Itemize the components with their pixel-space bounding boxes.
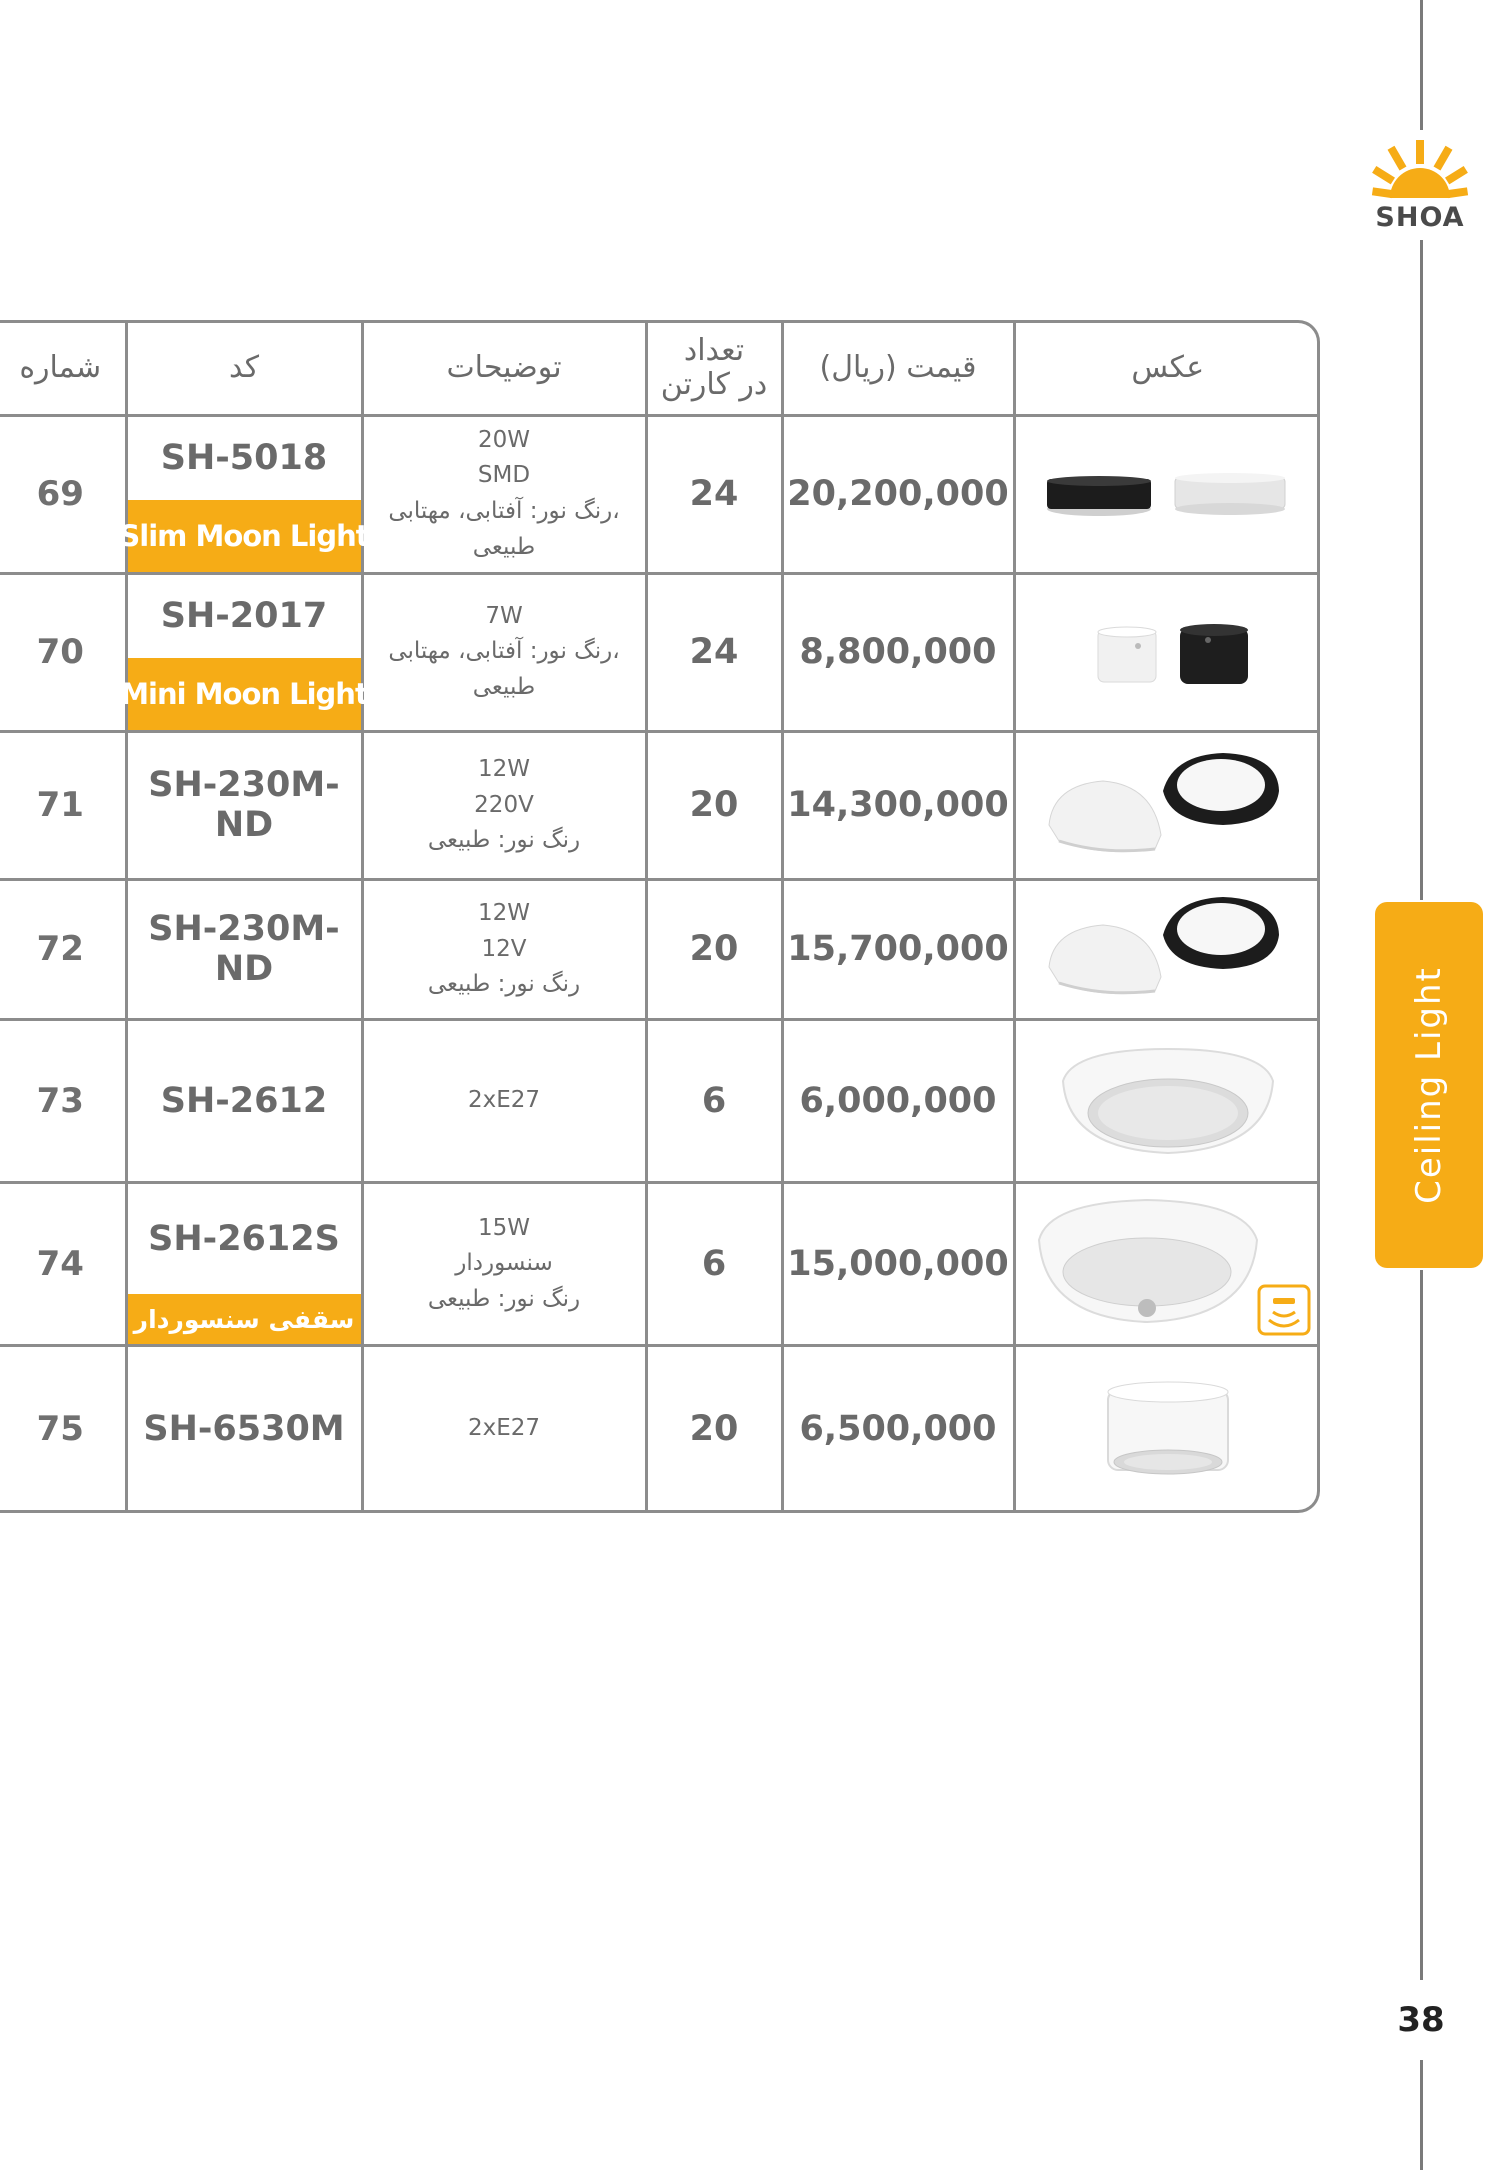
desc-line: 15W — [477, 1214, 530, 1241]
round-sensor-ceiling-lamp-icon — [1023, 1190, 1313, 1338]
table-row — [0, 1020, 1320, 1183]
row-number: 71 — [0, 731, 126, 879]
qty-cell: 24 — [646, 573, 782, 731]
row-number: 74 — [0, 1183, 126, 1346]
price-cell: 6,500,000 — [782, 1346, 1014, 1510]
row-number: 70 — [0, 573, 126, 731]
category-label: Ceiling Light — [1409, 966, 1449, 1204]
row-number: 73 — [0, 1020, 126, 1183]
price-cell: 15,000,000 — [782, 1183, 1014, 1346]
price-cell: 8,800,000 — [782, 573, 1014, 731]
row-number: 75 — [0, 1346, 126, 1510]
oval-bulkhead-pair-icon — [1043, 891, 1293, 1007]
code-cell — [119, 415, 369, 573]
price-cell: 15,700,000 — [782, 879, 1014, 1019]
desc-line: رنگ نور: طبیعی — [427, 1286, 581, 1313]
photo-cell — [1014, 879, 1320, 1019]
product-code: SH-230M-ND — [126, 731, 362, 879]
description-cell — [362, 573, 646, 731]
product-code: SH-6530M — [126, 1346, 362, 1510]
header-code: کد — [126, 323, 362, 415]
qty-cell: 20 — [646, 879, 782, 1019]
photo-cell — [1014, 573, 1320, 731]
photo-cell — [1014, 731, 1320, 879]
table-row — [0, 1183, 1320, 1346]
desc-line: 12W — [477, 755, 530, 782]
header-photo: عکس — [1014, 323, 1320, 415]
qty-cell: 24 — [646, 415, 782, 573]
table-row — [0, 731, 1320, 879]
oval-bulkhead-pair-icon — [1043, 745, 1293, 865]
row-number: 72 — [0, 879, 126, 1019]
code-cell — [126, 1183, 362, 1346]
photo-cell — [1014, 415, 1320, 573]
qty-cell: 20 — [646, 1346, 782, 1510]
price-cell: 6,000,000 — [782, 1020, 1014, 1183]
header-qty — [646, 323, 782, 415]
cylinder-ceiling-lamp-icon — [1098, 1374, 1238, 1484]
description-cell — [362, 415, 646, 573]
round-ceiling-lamp-icon — [1053, 1041, 1283, 1161]
brand-name: SHOA — [1375, 202, 1465, 233]
desc-line: طبیعی — [472, 533, 536, 560]
desc-line: 2xE27 — [467, 1087, 541, 1114]
table-row — [0, 573, 1320, 731]
shoa-logo — [1358, 140, 1482, 236]
desc-line: SMD — [477, 462, 531, 489]
rail-line-bottom — [1420, 2060, 1423, 2170]
price-table — [0, 320, 1320, 1513]
rail-line-lower — [1420, 1270, 1423, 1980]
description-cell — [362, 1183, 646, 1346]
table-row — [0, 1346, 1320, 1510]
description-cell — [362, 1346, 646, 1510]
description-cell — [362, 1020, 646, 1183]
product-code: SH-5018 — [160, 438, 328, 479]
category-tab[interactable] — [1375, 902, 1483, 1268]
description-cell — [362, 879, 646, 1019]
photo-cell — [1014, 1020, 1320, 1183]
table-header-row — [0, 323, 1320, 415]
mini-moon-light-pair-icon — [1068, 612, 1268, 692]
desc-line: 20W — [477, 426, 530, 453]
qty-cell: 6 — [646, 1183, 782, 1346]
header-qty-line1: تعداد — [683, 332, 745, 368]
desc-line: رنگ نور: طبیعی — [427, 827, 581, 854]
price-cell: 20,200,000 — [782, 415, 1014, 573]
desc-line: رنگ نور: آفتابی، مهتابی، — [388, 498, 620, 525]
table-row — [0, 879, 1320, 1019]
desc-line: سنسوردار — [455, 1250, 553, 1277]
sun-rays-icon — [1358, 140, 1482, 202]
header-number: شماره — [0, 323, 126, 415]
slim-moon-light-pair-icon — [1043, 459, 1293, 529]
description-cell — [362, 731, 646, 879]
desc-line: طبیعی — [472, 674, 536, 701]
header-description: توضیحات — [362, 323, 646, 415]
qty-cell: 6 — [646, 1020, 782, 1183]
rail-line-top — [1420, 0, 1423, 130]
page-number: 38 — [1397, 2000, 1445, 2040]
product-code: SH-2017 — [160, 596, 328, 637]
header-price: قیمت (ریال) — [782, 323, 1014, 415]
table-row — [0, 415, 1320, 573]
product-code: SH-230M-ND — [126, 879, 362, 1019]
desc-line: 220V — [474, 791, 534, 818]
rail-line-middle — [1420, 240, 1423, 900]
product-badge: Slim Moon Light — [128, 500, 361, 572]
qty-cell: 20 — [646, 731, 782, 879]
code-cell — [120, 573, 368, 731]
desc-line: 12W — [477, 900, 530, 927]
product-badge: سقفی سنسوردار — [128, 1294, 361, 1344]
header-qty-line2: در کارتن — [660, 367, 768, 403]
desc-line: رنگ نور: آفتابی، مهتابی، — [388, 638, 620, 665]
price-cell: 14,300,000 — [782, 731, 1014, 879]
photo-cell — [1014, 1183, 1320, 1346]
product-badge: Mini Moon Light — [128, 658, 361, 730]
photo-cell — [1014, 1346, 1320, 1510]
desc-line: رنگ نور: طبیعی — [427, 971, 581, 998]
desc-line: 7W — [485, 602, 523, 629]
desc-line: 12V — [481, 935, 527, 962]
product-code: SH-2612 — [126, 1020, 362, 1183]
product-code: SH-2612S — [148, 1219, 340, 1260]
row-number: 69 — [0, 415, 126, 573]
desc-line: 2xE27 — [467, 1414, 541, 1441]
